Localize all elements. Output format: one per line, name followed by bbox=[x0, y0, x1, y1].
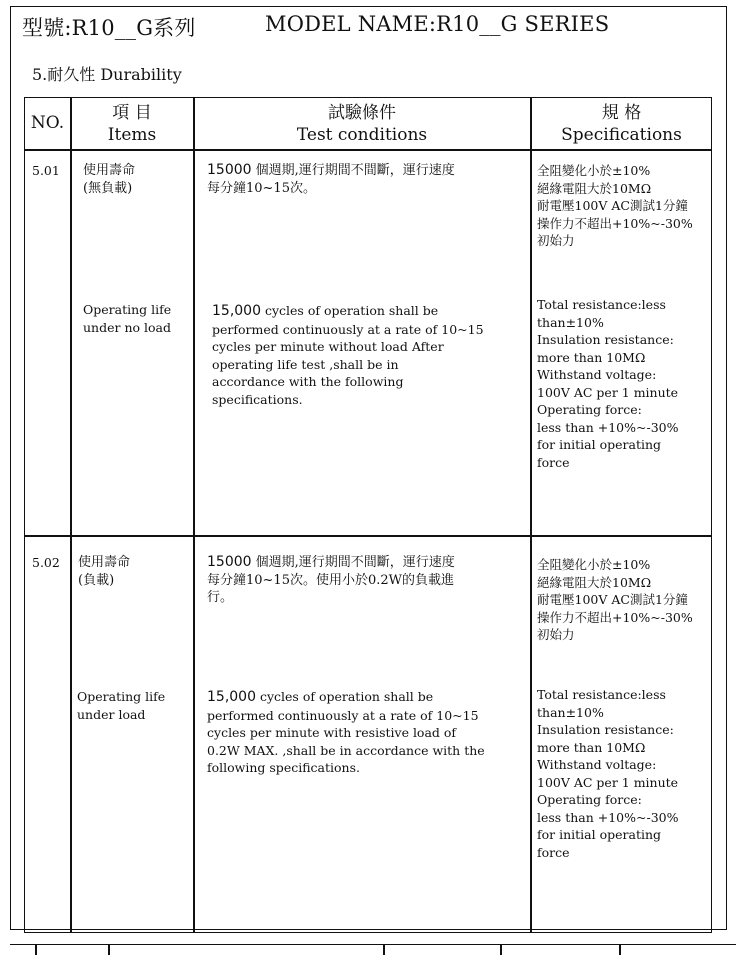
header-divider bbox=[25, 149, 711, 151]
header-spec bbox=[531, 102, 712, 146]
header-items-en: Items bbox=[107, 125, 157, 145]
column-divider bbox=[70, 98, 72, 932]
test-cn-cycles: 15000 bbox=[207, 162, 252, 178]
test-en-cycles: 15,000 bbox=[207, 689, 256, 705]
footer-table-edge bbox=[10, 944, 736, 955]
test-cn-cycles: 15000 bbox=[207, 554, 252, 570]
item-cn: 使用壽命 (負載) bbox=[78, 555, 131, 588]
header-items bbox=[71, 102, 193, 146]
row-divider bbox=[25, 535, 711, 537]
section-title: 5.耐久性 Durability bbox=[32, 65, 182, 84]
header-items-cn: 項 目 bbox=[112, 103, 152, 123]
header-spec-en: Specifications bbox=[561, 125, 682, 145]
item-en: Operating life under load bbox=[77, 689, 166, 722]
durability-table bbox=[24, 97, 712, 933]
page-header bbox=[22, 12, 610, 42]
row-no: 5.02 bbox=[32, 555, 60, 570]
series-cn-title: 型號:R10__G系列 bbox=[22, 16, 196, 40]
column-divider bbox=[193, 98, 195, 932]
header-spec-cn: 規 格 bbox=[601, 103, 642, 123]
spec-cn: 全阻變化小於±10% 絕緣電阻大於10MΩ 耐電壓100V AC測試1分鐘 操作力不超出+10%~-30% 初始力 bbox=[537, 557, 693, 642]
test-en bbox=[212, 302, 484, 408]
test-cn-text: 個週期,運行期間不間斷，運行速度 每分鐘10~15次。 bbox=[207, 163, 455, 196]
test-en-text: cycles of operation shall be performed continuously at a rate of 10~15 cycles per minute with resistive load of 0.2W MAX. ,shall be in accordance with the following specifications. bbox=[207, 689, 485, 775]
header-test bbox=[194, 102, 530, 146]
test-en bbox=[207, 688, 485, 777]
item-cn: 使用壽命 (無負載) bbox=[83, 163, 136, 196]
spec-cn: 全阻變化小於±10% 絕緣電阻大於10MΩ 耐電壓100V AC測試1分鐘 操作力不超出+10%~-30% 初始力 bbox=[537, 163, 693, 248]
row-no: 5.01 bbox=[32, 163, 60, 178]
header-test-cn: 試驗條件 bbox=[328, 103, 396, 123]
spec-en: Total resistance:less than±10% Insulation resistance: more than 10MΩ Withstand voltage: 100V AC per 1 minute Operating force: less than +10%~-30% for initial operating force bbox=[537, 297, 679, 470]
column-divider bbox=[530, 98, 532, 932]
header-test-en: Test conditions bbox=[296, 125, 428, 145]
test-en-text: cycles of operation shall be performed continuously at a rate of 10~15 cycles per minute without load After operating life test ,shall be in accordance with the following specifications. bbox=[212, 303, 484, 407]
test-en-cycles: 15,000 bbox=[212, 303, 261, 319]
spec-en: Total resistance:less than±10% Insulation resistance: more than 10MΩ Withstand voltage: 100V AC per 1 minute Operating force: less than +10%~-30% for initial operating force bbox=[537, 687, 679, 860]
test-cn bbox=[207, 554, 455, 607]
test-cn bbox=[207, 162, 455, 197]
header-no: NO. bbox=[30, 113, 65, 133]
model-name-title: MODEL NAME:R10__G SERIES bbox=[265, 12, 610, 36]
item-en: Operating life under no load bbox=[83, 302, 172, 335]
test-cn-text: 個週期,運行期間不間斷，運行速度 每分鐘10~15次。使用小於0.2W的負載進 行。 bbox=[207, 555, 455, 605]
